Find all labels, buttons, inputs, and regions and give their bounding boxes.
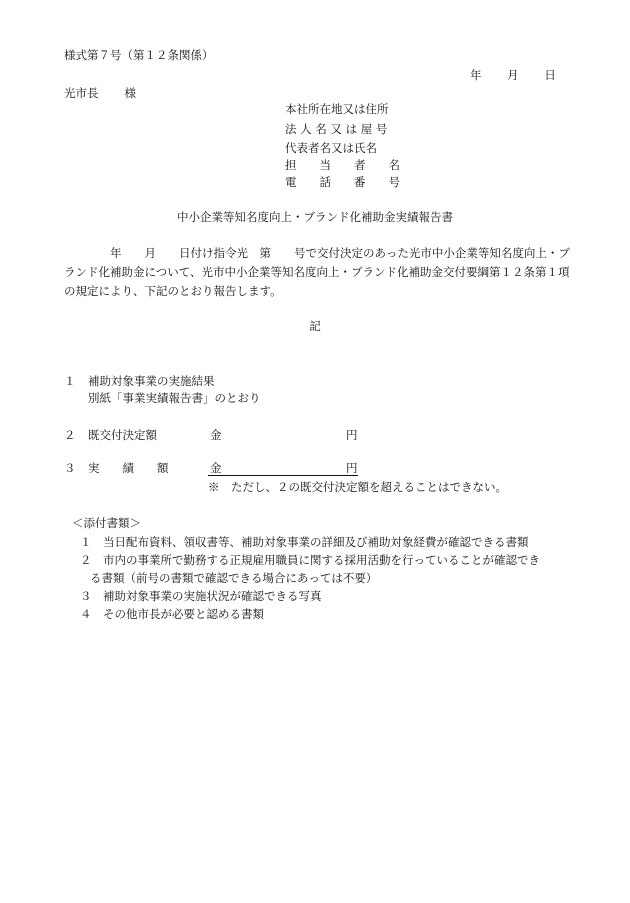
item-1-sub: 別紙「事業実績報告書」のとおり: [88, 391, 261, 405]
applicant-company-label: 法 人 名 又 は 屋 号: [285, 122, 388, 136]
item-3-yen: 円: [346, 461, 358, 475]
ki-heading: 記: [309, 319, 321, 333]
applicant-representative-label: 代表者名又は氏名: [285, 141, 377, 155]
item-3-label: 実 績 額: [88, 461, 169, 475]
note: ※ ただし、２の既交付決定額を超えることはできない。: [208, 480, 507, 494]
item-2-label: 既交付決定額: [88, 428, 157, 442]
item-2-kin: 金: [210, 428, 222, 442]
attachment-item: [80, 589, 322, 604]
addressee-name: 光市長: [64, 86, 99, 100]
addressee-honorific: 様: [124, 86, 136, 100]
attachment-item: [80, 535, 529, 550]
item-3-number: ３: [64, 461, 76, 475]
attachment-text: 当日配布資料、領収書等、補助対象事業の詳細及び補助対象経費が確認できる書類: [103, 535, 529, 549]
applicant-address-label: 本社所在地又は住所: [285, 102, 389, 116]
item-2-yen: 円: [346, 428, 358, 442]
document-title: 中小企業等知名度向上・ブランド化補助金実績報告書: [177, 210, 453, 224]
date-year: 年: [470, 68, 482, 82]
item-3-kin: 金: [210, 461, 222, 475]
attachment-number: ２: [80, 553, 92, 567]
body-paragraph: [64, 244, 572, 301]
date-month: 月: [507, 68, 519, 82]
item-3-amount-line: [208, 460, 358, 476]
body-text: 年 月 日付け指令光 第 号で交付決定のあった光市中小企業等知名度向上・ブランド化補助金について、光市中小企業等知名度向上・ブランド化補助金交付要綱第１２条第１項の規定により、下記のとおり報告します。: [64, 246, 570, 298]
attachment-number: １: [80, 535, 92, 549]
item-1-number: １: [64, 374, 76, 388]
item-2-number: ２: [64, 428, 76, 442]
attachment-continuation: る書類（前号の書類で確認できる場合にあっては不要）: [90, 571, 378, 585]
attachments-header: ＜添付書類＞: [72, 516, 141, 530]
attachment-item: [80, 607, 264, 622]
item-1-label: 補助対象事業の実施結果: [88, 374, 215, 388]
attachment-number: ４: [80, 607, 92, 621]
attachment-text: 市内の事業所で勤務する正規雇用職員に関する採用活動を行っていることが確認でき: [103, 553, 540, 567]
attachment-text: 補助対象事業の実施状況が確認できる写真: [103, 589, 322, 603]
form-number: 様式第７号（第１２条関係）: [64, 48, 214, 62]
attachment-text: その他市長が必要と認める書類: [103, 607, 264, 621]
addressee: [64, 86, 136, 101]
date-day: 日: [544, 68, 556, 82]
attachment-number: ３: [80, 589, 92, 603]
applicant-contact-label: 担 当 者 名: [285, 158, 400, 172]
applicant-phone-label: 電 話 番 号: [285, 175, 400, 189]
attachment-item: [80, 553, 540, 568]
date-line: [470, 68, 556, 83]
